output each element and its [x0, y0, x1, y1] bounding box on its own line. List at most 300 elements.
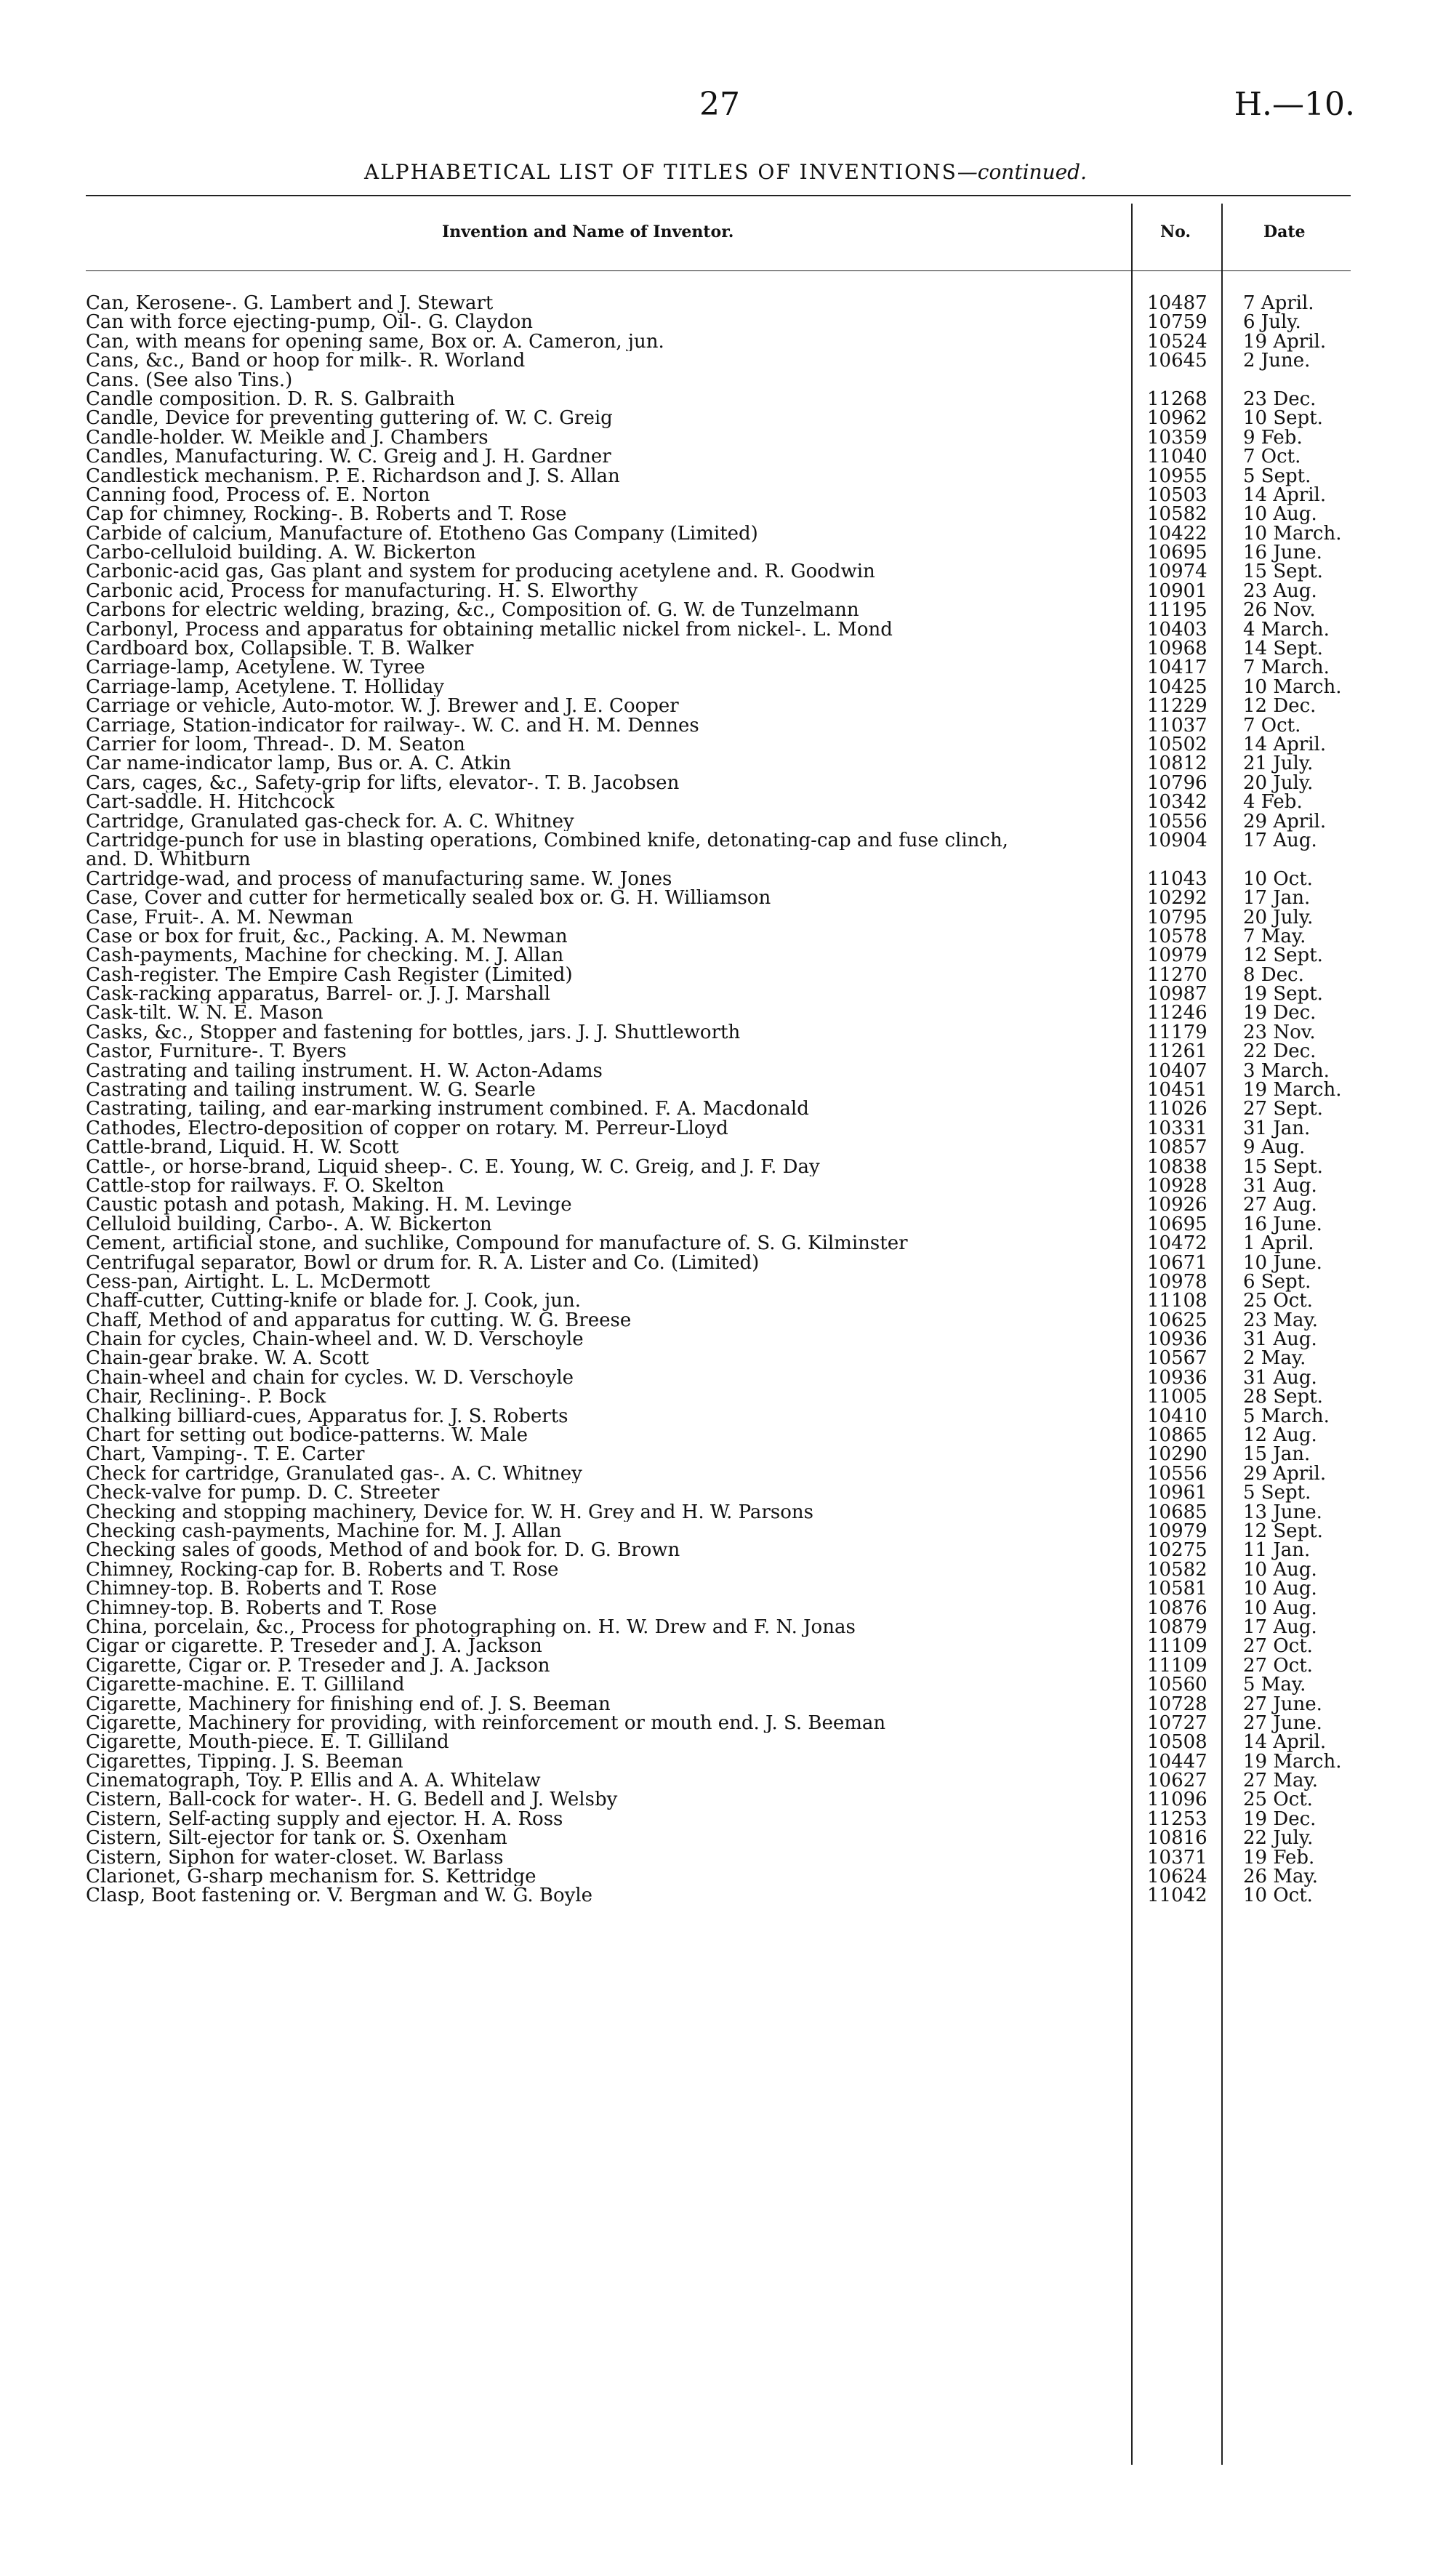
table-row	[86, 483, 1351, 506]
patent-number: 10503	[1147, 483, 1207, 506]
patent-number: 10978	[1147, 1270, 1207, 1293]
table-row	[86, 831, 1351, 850]
patent-number: 11096	[1147, 1789, 1207, 1811]
invention-title: Cistern, Self-acting supply and ejector. H. A. Ross	[86, 1809, 563, 1829]
patent-date: 29 April.	[1243, 810, 1327, 832]
patent-number: 10447	[1147, 1750, 1207, 1773]
patent-number: 10275	[1147, 1539, 1207, 1562]
table-row	[86, 351, 1351, 370]
invention-title: Case or box for fruit, &c., Packing. A. M. Newman	[86, 926, 568, 947]
table-row	[86, 1042, 1351, 1061]
invention-title: Carbonyl, Process and apparatus for obtaining metallic nickel from nickel-. L. Mond	[86, 619, 893, 640]
patent-number: 11043	[1147, 867, 1207, 890]
table-row	[86, 599, 1351, 622]
patent-date: 19 Dec.	[1243, 1002, 1317, 1024]
patent-date: 10 Aug.	[1243, 503, 1317, 526]
patent-date: 14 April.	[1243, 1731, 1327, 1754]
invention-title: Casks, &c., Stopper and fastening for bottles, jars. J. J. Shuttleworth	[86, 1022, 741, 1043]
table-row	[86, 579, 1351, 602]
patent-number: 10508	[1147, 1731, 1207, 1754]
invention-title: Carriage, Station-indicator for railway-. W. C. and H. M. Dennes	[86, 715, 699, 735]
patent-date: 12 Sept.	[1243, 1520, 1323, 1542]
patent-date: 11 Jan.	[1243, 1539, 1311, 1562]
page-title	[0, 160, 1451, 184]
table-row	[86, 409, 1351, 428]
patent-number: 10407	[1147, 1059, 1207, 1082]
invention-title: Cardboard box, Collapsible. T. B. Walker	[86, 639, 474, 659]
invention-title: Carbide of calcium, Manufacture of. Etotheno Gas Company (Limited)	[86, 523, 758, 544]
invention-title: Cask-tilt. W. N. E. Mason	[86, 1003, 323, 1023]
patent-number: 10524	[1147, 330, 1207, 353]
table-row	[86, 1368, 1351, 1387]
invention-title: Chimney-top. B. Roberts and T. Rose	[86, 1579, 438, 1599]
invention-title: Candle-holder. W. Meikle and J. Chambers	[86, 428, 489, 448]
title-main: ALPHABETICAL LIST OF TITLES OF INVENTIONS	[363, 160, 957, 184]
patent-number: 11108	[1147, 1290, 1207, 1312]
patent-number: 10974	[1147, 561, 1207, 583]
table-row	[86, 983, 1351, 1006]
patent-date: 19 March.	[1243, 1079, 1342, 1102]
table-row	[86, 503, 1351, 526]
patent-number: 10556	[1147, 810, 1207, 832]
invention-title: Cartridge, Granulated gas-check for. A. C. Whitney	[86, 811, 574, 831]
invention-title: Chaff-cutter, Cutting-knife or blade for. J. Cook, jun.	[86, 1291, 581, 1311]
table-row	[86, 390, 1351, 409]
table-row	[86, 1752, 1351, 1771]
patent-number: 10624	[1147, 1866, 1207, 1888]
patent-number: 10417	[1147, 657, 1207, 679]
table-row	[86, 946, 1351, 965]
patent-date: 16 June.	[1243, 1213, 1322, 1235]
table-row	[86, 1560, 1351, 1579]
invention-title: Cigarette-machine. E. T. Gilliland	[86, 1675, 405, 1695]
patent-date: 31 Jan.	[1243, 1117, 1311, 1139]
invention-title: Cigarette, Machinery for providing, with reinforcement or mouth end. J. S. Beeman	[86, 1713, 886, 1733]
patent-number: 10292	[1147, 887, 1207, 910]
patent-date: 2 June.	[1243, 350, 1311, 372]
patent-date: 27 Oct.	[1243, 1635, 1313, 1658]
patent-number: 10759	[1147, 311, 1207, 334]
patent-number: 11246	[1147, 1002, 1207, 1024]
patent-number: 10968	[1147, 638, 1207, 660]
patent-date: 12 Aug.	[1243, 1424, 1317, 1447]
patent-number: 10371	[1147, 1846, 1207, 1869]
patent-number: 10928	[1147, 1174, 1207, 1197]
invention-title: Cistern, Silt-ejector for tank or. S. Oxenham	[86, 1829, 507, 1848]
table-row	[86, 1522, 1351, 1541]
patent-date: 14 Sept.	[1243, 638, 1323, 660]
patent-date: 21 July.	[1243, 753, 1314, 775]
patent-date: 20 July.	[1243, 771, 1314, 794]
patent-date: 26 May.	[1243, 1866, 1318, 1888]
table-row	[86, 963, 1351, 986]
patent-number: 10472	[1147, 1232, 1207, 1255]
patent-number: 10904	[1147, 829, 1207, 851]
patent-number: 10342	[1147, 791, 1207, 814]
table-row	[86, 1059, 1351, 1082]
table-row	[86, 1272, 1351, 1291]
patent-number: 10727	[1147, 1712, 1207, 1734]
document-code: H.—10.	[1234, 86, 1355, 123]
patent-number: 10879	[1147, 1616, 1207, 1638]
patent-date: 7 Oct.	[1243, 446, 1301, 468]
title-suffix: —continued.	[957, 160, 1088, 184]
patent-date: 7 April.	[1243, 292, 1314, 314]
patent-number: 11261	[1147, 1040, 1207, 1063]
patent-date: 29 April.	[1243, 1462, 1327, 1485]
table-row	[86, 1695, 1351, 1714]
invention-title: Cask-racking apparatus, Barrel- or. J. J. Marshall	[86, 984, 550, 1004]
invention-title: China, porcelain, &c., Process for photographing on. H. W. Drew and F. N. Jonas	[86, 1617, 856, 1637]
patent-number: 10955	[1147, 465, 1207, 487]
page-header	[0, 86, 1451, 137]
patent-date: 5 March.	[1243, 1405, 1330, 1427]
table-row	[86, 791, 1351, 814]
invention-title: Cash-payments, Machine for checking. M. J. Allan	[86, 946, 564, 966]
patent-number: 10359	[1147, 426, 1207, 449]
patent-date: 4 March.	[1243, 618, 1330, 641]
patent-date: 27 June.	[1243, 1712, 1322, 1734]
patent-date: 5 Sept.	[1243, 1482, 1311, 1504]
patent-date: 4 Feb.	[1243, 791, 1303, 814]
invention-title: Case, Cover and cutter for hermetically sealed box or. G. H. Williamson	[86, 888, 771, 908]
invention-title: Chain-gear brake. W. A. Scott	[86, 1349, 369, 1368]
table-row	[86, 1079, 1351, 1102]
table-row	[86, 1483, 1351, 1502]
patent-date: 3 March.	[1243, 1059, 1330, 1082]
patent-date: 23 Aug.	[1243, 579, 1317, 602]
invention-title: Cigarettes, Tipping. J. S. Beeman	[86, 1752, 403, 1772]
patent-date: 1 April.	[1243, 1232, 1314, 1255]
patent-number: 10582	[1147, 503, 1207, 526]
invention-title: Checking sales of goods, Method of and book for. D. G. Brown	[86, 1541, 680, 1560]
table-row	[86, 927, 1351, 946]
invention-title: Can, Kerosene-. G. Lambert and J. Stewart	[86, 294, 494, 313]
invention-list	[86, 294, 1351, 1906]
patent-number: 10581	[1147, 1578, 1207, 1600]
patent-number: 11040	[1147, 446, 1207, 468]
patent-number: 10290	[1147, 1443, 1207, 1466]
patent-number: 11109	[1147, 1654, 1207, 1677]
patent-number: 10425	[1147, 675, 1207, 698]
table-row	[86, 543, 1351, 562]
table-row	[86, 1867, 1351, 1886]
invention-title: Can with force ejecting-pump, Oil-. G. Claydon	[86, 313, 533, 332]
patent-date: 27 June.	[1243, 1693, 1322, 1715]
patent-number: 11042	[1147, 1885, 1207, 1907]
patent-date: 10 Aug.	[1243, 1597, 1317, 1619]
invention-title: Cartridge-punch for use in blasting operations, Combined knife, detonating-cap and fuse clinch,	[86, 830, 1008, 851]
patent-date: 12 Dec.	[1243, 695, 1317, 718]
patent-date: 10 June.	[1243, 1251, 1322, 1274]
patent-date: 20 July.	[1243, 906, 1314, 928]
patent-number: 10728	[1147, 1693, 1207, 1715]
invention-title: Chart for setting out bodice-patterns. W. Male	[86, 1426, 528, 1445]
patent-number: 11229	[1147, 695, 1207, 718]
patent-date: 19 April.	[1243, 330, 1327, 353]
invention-title: Candlestick mechanism. P. E. Richardson and J. S. Allan	[86, 466, 620, 486]
patent-date: 25 Oct.	[1243, 1290, 1313, 1312]
patent-number: 10979	[1147, 944, 1207, 967]
table-row	[86, 1675, 1351, 1694]
table-row	[86, 294, 1351, 313]
invention-title: Clarionet, G-sharp mechanism for. S. Kettridge	[86, 1867, 536, 1887]
invention-title: Candle, Device for preventing guttering of. W. C. Greig	[86, 409, 613, 428]
invention-title: Castor, Furniture-. T. Byers	[86, 1042, 347, 1062]
invention-title: Cinematograph, Toy. P. Ellis and A. A. Whitelaw	[86, 1771, 541, 1791]
table-row	[86, 771, 1351, 794]
patent-date: 31 Aug.	[1243, 1328, 1317, 1351]
patent-number: 11037	[1147, 714, 1207, 737]
patent-number: 10876	[1147, 1597, 1207, 1619]
invention-title: and. D. Whitburn	[86, 850, 251, 870]
patent-date: 22 July.	[1243, 1827, 1314, 1850]
table-row	[86, 1023, 1351, 1042]
invention-title: Cartridge-wad, and process of manufacturing same. W. Jones	[86, 869, 672, 889]
table-row	[86, 524, 1351, 543]
table-row	[86, 639, 1351, 658]
table-row	[86, 735, 1351, 754]
patent-date: 15 Sept.	[1243, 561, 1323, 583]
table-row	[86, 1503, 1351, 1522]
patent-number: 11109	[1147, 1635, 1207, 1658]
page-number: 27	[699, 86, 740, 123]
invention-title: Castrating and tailing instrument. W. G. Searle	[86, 1080, 536, 1100]
patent-date: 28 Sept.	[1243, 1386, 1323, 1408]
patent-date: 16 June.	[1243, 542, 1322, 564]
invention-title: Carbonic acid, Process for manufacturing. H. S. Elworthy	[86, 581, 638, 601]
patent-number: 10502	[1147, 733, 1207, 755]
patent-number: 11270	[1147, 963, 1207, 986]
column-header-date: Date	[1263, 222, 1306, 241]
patent-date: 25 Oct.	[1243, 1789, 1313, 1811]
patent-number: 10865	[1147, 1424, 1207, 1447]
patent-number: 10796	[1147, 771, 1207, 794]
invention-title: Cans, &c., Band or hoop for milk-. R. Worland	[86, 351, 526, 371]
patent-date: 2 May.	[1243, 1347, 1306, 1370]
top-rule	[86, 195, 1351, 196]
invention-title: Caustic potash and potash, Making. H. M. Levinge	[86, 1195, 572, 1215]
patent-number: 10331	[1147, 1117, 1207, 1139]
invention-title: Chain-wheel and chain for cycles. W. D. Verschoyle	[86, 1368, 574, 1388]
table-row	[86, 908, 1351, 927]
patent-date: 23 Nov.	[1243, 1021, 1316, 1043]
invention-title: Car name-indicator lamp, Bus or. A. C. Atkin	[86, 754, 512, 774]
patent-number: 10695	[1147, 1213, 1207, 1235]
table-row	[86, 428, 1351, 447]
patent-number: 10403	[1147, 618, 1207, 641]
table-row	[86, 1445, 1351, 1464]
table-row	[86, 1464, 1351, 1483]
patent-number: 10582	[1147, 1558, 1207, 1581]
patent-number: 10410	[1147, 1405, 1207, 1427]
invention-title: Candle composition. D. R. S. Galbraith	[86, 389, 455, 409]
invention-title: Cattle-brand, Liquid. H. W. Scott	[86, 1138, 399, 1157]
invention-title: Case, Fruit-. A. M. Newman	[86, 907, 353, 927]
table-row	[86, 1157, 1351, 1176]
patent-date: 8 Dec.	[1243, 963, 1304, 986]
patent-number: 10556	[1147, 1462, 1207, 1485]
patent-date: 23 Dec.	[1243, 388, 1317, 410]
invention-title: Cistern, Ball-cock for water-. H. G. Bedell and J. Welsby	[86, 1790, 618, 1810]
table-row	[86, 754, 1351, 773]
table-row	[86, 1253, 1351, 1272]
invention-title: Chaff, Method of and apparatus for cutting. W. G. Breese	[86, 1310, 632, 1331]
patent-number: 10422	[1147, 522, 1207, 545]
invention-title: Canning food, Process of. E. Norton	[86, 485, 430, 505]
patent-date: 10 Oct.	[1243, 1885, 1313, 1907]
patent-number: 10795	[1147, 906, 1207, 928]
table-row	[86, 1138, 1351, 1157]
table-row	[86, 1637, 1351, 1656]
patent-date: 7 March.	[1243, 657, 1330, 679]
invention-title: Carriage or vehicle, Auto-motor. W. J. Brewer and J. E. Cooper	[86, 697, 679, 716]
invention-title: Check-valve for pump. D. C. Streeter	[86, 1483, 440, 1503]
patent-date: 15 Sept.	[1243, 1155, 1323, 1178]
table-row	[86, 1599, 1351, 1618]
patent-number: 10838	[1147, 1155, 1207, 1178]
patent-date: 9 Feb.	[1243, 426, 1303, 449]
patent-date: 15 Jan.	[1243, 1443, 1311, 1466]
invention-title: Check for cartridge, Granulated gas-. A. C. Whitney	[86, 1464, 582, 1484]
patent-number: 10979	[1147, 1520, 1207, 1542]
invention-title: Carriage-lamp, Acetylene. T. Holliday	[86, 677, 444, 697]
patent-number: 10936	[1147, 1328, 1207, 1351]
invention-title: Carrier for loom, Thread-. D. M. Seaton	[86, 734, 465, 755]
patent-number: 10987	[1147, 983, 1207, 1006]
table-row	[86, 1311, 1351, 1330]
invention-title: Chalking billiard-cues, Apparatus for. J. S. Roberts	[86, 1406, 568, 1427]
table-row	[86, 695, 1351, 718]
table-row	[86, 1119, 1351, 1138]
patent-number: 10645	[1147, 350, 1207, 372]
table-row	[86, 1807, 1351, 1830]
invention-title: Cattle-, or horse-brand, Liquid sheep-. C. E. Young, W. C. Greig, and J. F. Day	[86, 1157, 820, 1176]
invention-title: Chimney, Rocking-cap for. B. Roberts and T. Rose	[86, 1560, 559, 1580]
invention-title: Checking cash-payments, Machine for. M. J. Allan	[86, 1522, 562, 1541]
patent-number: 10936	[1147, 1366, 1207, 1389]
invention-title: Chart, Vamping-. T. E. Carter	[86, 1445, 365, 1464]
table-row	[86, 1234, 1351, 1253]
patent-date: 17 Aug.	[1243, 1616, 1317, 1638]
table-row	[86, 447, 1351, 466]
invention-title: Cigarette, Machinery for finishing end of. J. S. Beeman	[86, 1694, 611, 1714]
table-row	[86, 887, 1351, 910]
patent-date: 17 Aug.	[1243, 829, 1317, 851]
invention-title: Chair, Reclining-. P. Bock	[86, 1387, 326, 1407]
invention-title: Cathodes, Electro-deposition of copper on rotary. M. Perreur-Lloyd	[86, 1118, 728, 1139]
patent-number: 10567	[1147, 1347, 1207, 1370]
patent-date: 5 May.	[1243, 1674, 1306, 1696]
table-row	[86, 620, 1351, 639]
invention-title: Cattle-stop for railways. F. O. Skelton	[86, 1176, 444, 1196]
patent-number: 11026	[1147, 1098, 1207, 1120]
column-header-no: No.	[1160, 222, 1191, 241]
patent-date: 19 Feb.	[1243, 1846, 1315, 1869]
table-row	[86, 1099, 1351, 1118]
invention-title: Cigar or cigarette. P. Treseder and J. A. Jackson	[86, 1637, 542, 1656]
invention-title: Can, with means for opening same, Box or. A. Cameron, jun.	[86, 332, 664, 352]
table-row	[86, 1330, 1351, 1349]
invention-title: Cash-register. The Empire Cash Register (Limited)	[86, 965, 573, 985]
patent-date: 10 March.	[1243, 675, 1342, 698]
table-row	[86, 1656, 1351, 1675]
invention-title: Carbonic-acid gas, Gas plant and system for producing acetylene and. R. Goodwin	[86, 562, 875, 582]
patent-number: 10625	[1147, 1309, 1207, 1331]
patent-date: 26 Nov.	[1243, 599, 1316, 622]
table-row	[86, 1387, 1351, 1406]
patent-date: 14 April.	[1243, 483, 1327, 506]
table-row	[86, 1714, 1351, 1733]
table-row	[86, 313, 1351, 332]
table-row	[86, 1195, 1351, 1214]
patent-date: 23 May.	[1243, 1309, 1318, 1331]
patent-number: 10560	[1147, 1674, 1207, 1696]
patent-number: 10695	[1147, 542, 1207, 564]
patent-date: 10 March.	[1243, 522, 1342, 545]
patent-date: 19 March.	[1243, 1750, 1342, 1773]
table-row	[86, 1407, 1351, 1426]
table-row	[86, 1349, 1351, 1368]
table-row	[86, 1848, 1351, 1867]
table-row	[86, 658, 1351, 677]
table-row	[86, 1886, 1351, 1905]
patent-date: 7 May.	[1243, 925, 1306, 947]
invention-title: Chain for cycles, Chain-wheel and. W. D. Verschoyle	[86, 1330, 584, 1349]
invention-title: Cars, cages, &c., Safety-grip for lifts, elevator-. T. B. Jacobsen	[86, 773, 680, 793]
table-row	[86, 467, 1351, 486]
table-row	[86, 675, 1351, 698]
invention-title: Clasp, Boot fastening or. V. Bergman and W. G. Boyle	[86, 1886, 592, 1906]
table-row	[86, 1790, 1351, 1809]
invention-title: Cigarette, Mouth-piece. E. T. Gilliland	[86, 1733, 449, 1752]
patent-number: 10962	[1147, 407, 1207, 430]
patent-number: 10578	[1147, 925, 1207, 947]
table-row	[86, 1771, 1351, 1790]
column-header-invention: Invention and Name of Inventor.	[442, 222, 734, 241]
invention-title: Cement, artificial stone, and suchlike, Compound for manufacture of. S. G. Kilminster	[86, 1234, 908, 1253]
patent-date: 10 Sept.	[1243, 407, 1323, 430]
patent-date: 27 Oct.	[1243, 1654, 1313, 1677]
patent-number: 10627	[1147, 1770, 1207, 1792]
table-row	[86, 1291, 1351, 1310]
invention-title: Cap for chimney, Rocking-. B. Roberts and T. Rose	[86, 505, 567, 524]
invention-title: Centrifugal separator, Bowl or drum for. R. A. Lister and Co. (Limited)	[86, 1253, 760, 1272]
patent-number: 10926	[1147, 1194, 1207, 1216]
invention-title: Cans. (See also Tins.)	[86, 370, 293, 390]
patent-date: 27 May.	[1243, 1770, 1318, 1792]
patent-number: 10901	[1147, 579, 1207, 602]
table-row	[86, 1541, 1351, 1560]
header-rule	[86, 270, 1351, 271]
patent-date: 19 Dec.	[1243, 1807, 1317, 1830]
patent-number: 10816	[1147, 1827, 1207, 1850]
patent-date: 5 Sept.	[1243, 465, 1311, 487]
invention-title: Celluloid building, Carbo-. A. W. Bickerton	[86, 1214, 492, 1235]
table-row	[86, 371, 1351, 390]
table-row	[86, 1426, 1351, 1445]
patent-number: 10487	[1147, 292, 1207, 314]
patent-number: 11253	[1147, 1807, 1207, 1830]
table-row	[86, 812, 1351, 831]
patent-number: 10812	[1147, 753, 1207, 775]
patent-date: 6 July.	[1243, 311, 1301, 334]
invention-title: Carbo-celluloid building. A. W. Bickerton	[86, 543, 476, 563]
invention-title: Castrating and tailing instrument. H. W. Acton-Adams	[86, 1061, 603, 1081]
table-row	[86, 850, 1351, 869]
patent-number: 11268	[1147, 388, 1207, 410]
patent-date: 27 Sept.	[1243, 1098, 1323, 1120]
